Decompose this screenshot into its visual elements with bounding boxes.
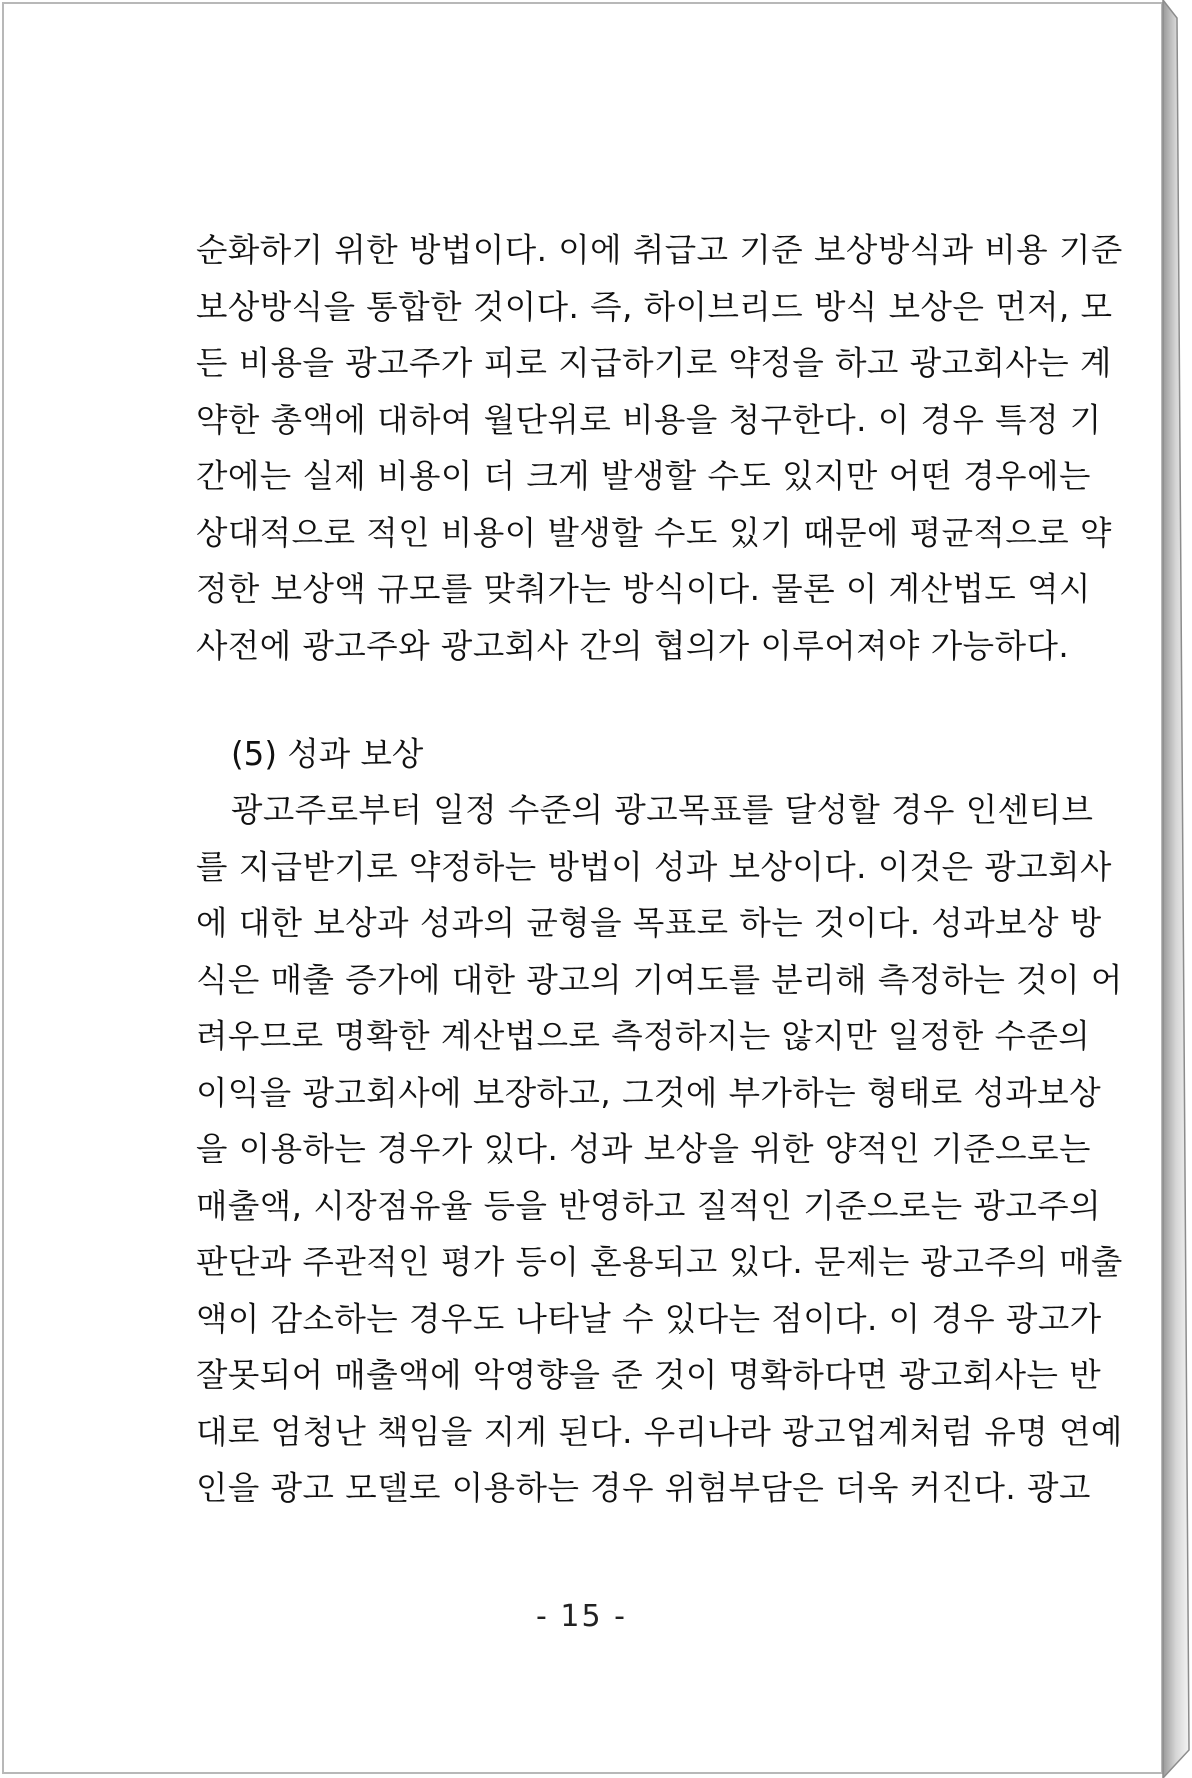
paragraph-line: 상대적으로 적인 비용이 발생할 수도 있기 때문에 평균적으로 약 xyxy=(196,513,1112,552)
paragraph-line: 잘못되어 매출액에 악영향을 준 것이 명확하다면 광고회사는 반 xyxy=(196,1356,1102,1394)
paragraph-line: 려우므로 명확한 계산법으로 측정하지는 않지만 일정한 수준의 xyxy=(196,1017,1091,1055)
paragraph-line: 이익을 광고회사에 보장하고, 그것에 부가하는 형태로 성과보상 xyxy=(196,1073,1102,1112)
paragraph-line: 약한 총액에 대하여 월단위로 비용을 청구한다. 이 경우 특정 기 xyxy=(196,400,1102,439)
paragraph-line: 사전에 광고주와 광고회사 간의 협의가 이루어져야 가능하다. xyxy=(196,626,1070,665)
paragraph-line: 광고주로부터 일정 수준의 광고목표를 달성할 경우 인센티브 xyxy=(231,791,1094,829)
paragraph-line: 정한 보상액 규모를 맞춰가는 방식이다. 물론 이 계산법도 역시 xyxy=(196,570,1091,608)
paragraph-line: 액이 감소하는 경우도 나타날 수 있다는 점이다. 이 경우 광고가 xyxy=(196,1299,1102,1338)
paragraph-line: 대로 엄청난 책임을 지게 된다. 우리나라 광고업계처럼 유명 연예 xyxy=(196,1412,1123,1451)
paragraph-line: 판단과 주관적인 평가 등이 혼용되고 있다. 문제는 광고주의 매출 xyxy=(196,1243,1123,1281)
paragraph-line: 순화하기 위한 방법이다. 이에 취급고 기준 보상방식과 비용 기준 xyxy=(196,231,1123,269)
paragraph-line: 식은 매출 증가에 대한 광고의 기여도를 분리해 측정하는 것이 어 xyxy=(196,960,1123,999)
paragraph-line: 를 지급받기로 약정하는 방법이 성과 보상이다. 이것은 광고회사 xyxy=(196,847,1112,886)
paragraph-line: 에 대한 보상과 성과의 균형을 목표로 하는 것이다. 성과보상 방 xyxy=(196,904,1102,942)
paragraph-2 xyxy=(196,782,1123,1517)
page-number: - 15 - xyxy=(536,1599,627,1634)
paragraph-line: 인을 광고 모델로 이용하는 경우 위험부담은 더욱 커진다. 광고 xyxy=(196,1469,1091,1507)
paragraph-line: 보상방식을 통합한 것이다. 즉, 하이브리드 방식 보상은 먼저, 모 xyxy=(196,287,1113,326)
section-heading: (5) 성과 보상 xyxy=(231,735,424,773)
paragraph-1 xyxy=(196,222,1123,674)
paragraph-line: 을 이용하는 경우가 있다. 성과 보상을 위한 양적인 기준으로는 xyxy=(196,1130,1091,1168)
paragraph-line: 든 비용을 광고주가 피로 지급하기로 약정을 하고 광고회사는 계 xyxy=(196,344,1112,382)
paragraph-line: 매출액, 시장점유율 등을 반영하고 질적인 기준으로는 광고주의 xyxy=(196,1186,1102,1225)
paragraph-line: 간에는 실제 비용이 더 크게 발생할 수도 있지만 어떤 경우에는 xyxy=(196,457,1091,495)
page-curl-shadow xyxy=(1163,0,1192,1778)
